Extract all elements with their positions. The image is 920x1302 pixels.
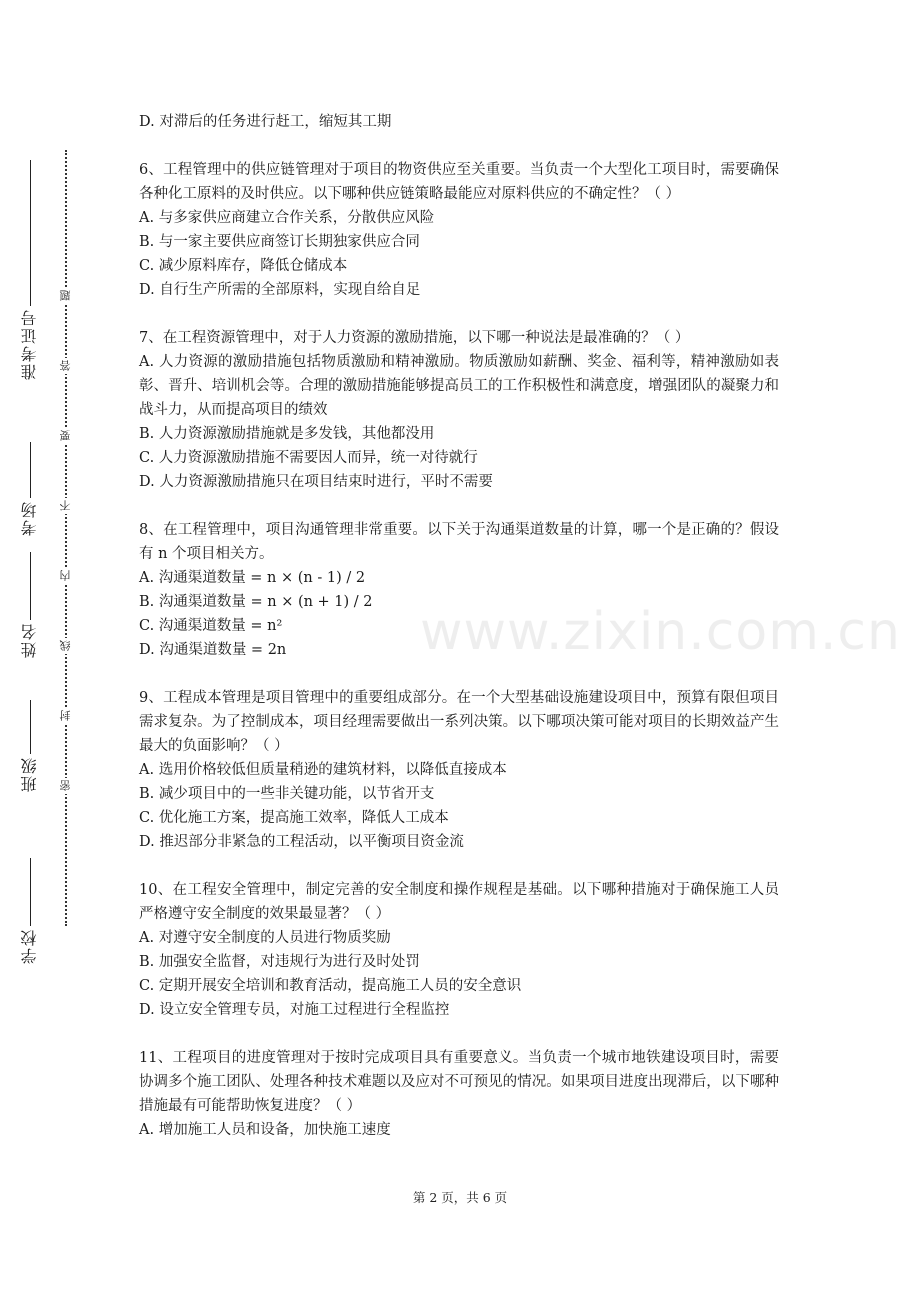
option: C. 减少原料库存，降低仓储成本 [139,258,348,274]
seal-char: 不 [58,498,74,514]
question-6 [139,158,779,302]
seal-char: 密 [58,778,74,794]
question-content [139,110,779,1166]
option: A. 增加施工人员和设备，加快施工速度 [139,1122,391,1138]
exam-id-label: 准考证号 [20,308,39,380]
student-name-field [18,552,42,658]
exam-id-field [18,160,42,380]
school-field [18,858,42,964]
option: A. 与多家供应商建立合作关系，分散供应风险 [139,210,435,226]
option: B. 沟通渠道数量 = n × (n + 1) / 2 [139,594,373,610]
question-stem: 11、工程项目的进度管理对于按时完成项目具有重要意义。当负责一个城市地铁建设项目时，需要协调多个施工团队、处理各种技术难题以及应对不可预见的情况。如果项目进度出现滞后，以下哪种措施最有可能帮助恢复进度？（ ） [139,1050,779,1114]
option: D. 对滞后的任务进行赶工，缩短其工期 [139,114,392,130]
seal-char: 线 [58,638,74,654]
question-8 [139,518,779,662]
option: B. 减少项目中的一些非关键功能，以节省开支 [139,786,435,802]
option: B. 人力资源激励措施就是多发钱，其他都没用 [139,426,435,442]
student-name-blank [30,552,31,620]
option: C. 沟通渠道数量 = n² [139,618,283,634]
question-10 [139,878,779,1022]
exam-room-blank [30,442,31,498]
option: D. 设立安全管理专员，对施工过程进行全程监控 [139,1002,450,1018]
seal-char: 封 [58,708,74,724]
question-stem: 6、工程管理中的供应链管理对于项目的物资供应至关重要。当负责一个大型化工项目时，需要确保各种化工原料的及时供应。以下哪种供应链策略最能应对原料供应的不确定性？（ ） [139,162,779,202]
option: D. 人力资源激励措施只在项目结束时进行，平时不需要 [139,474,493,490]
class-label: 班级 [20,756,39,792]
exam-room-label: 考场 [20,500,39,536]
option: A. 对遵守安全制度的人员进行物质奖励 [139,930,391,946]
school-label: 学校 [20,928,39,964]
question-11 [139,1046,779,1142]
option: D. 推迟部分非紧急的工程活动，以平衡项目资金流 [139,834,464,850]
option: D. 沟通渠道数量 = 2n [139,642,287,658]
exam-room-field [18,442,42,536]
seal-dotted-line [65,150,67,926]
class-blank [30,700,31,754]
option: D. 自行生产所需的全部原料，实现自给自足 [139,282,421,298]
option: B. 加强安全监督，对违规行为进行及时处罚 [139,954,420,970]
question-9 [139,686,779,854]
option: A. 选用价格较低但质量稍逊的建筑材料，以降低直接成本 [139,762,507,778]
page-number: 第 2 页，共 6 页 [412,1190,508,1205]
question-5-tail [139,110,779,134]
school-blank [30,858,31,926]
question-stem: 10、在工程安全管理中，制定完善的安全制度和操作规程是基础。以下哪种措施对于确保施工人员严格遵守安全制度的效果最显著？（ ） [139,882,779,922]
seal-char: 内 [58,568,74,584]
binding-margin [0,0,110,1302]
option: A. 人力资源的激励措施包括物质激励和精神激励。物质激励如薪酬、奖金、福利等，精神激励如表彰、晋升、培训机会等。合理的激励措施能够提高员工的工作积极性和满意度，增强团队的凝聚力和战斗力，从而提高项目的绩效 [139,354,779,418]
class-field [18,700,42,792]
question-stem: 8、在工程管理中，项目沟通管理非常重要。以下关于沟通渠道数量的计算，哪一个是正确的？假设有 n 个项目相关方。 [139,522,779,562]
option: C. 人力资源激励措施不需要因人而异，统一对待就行 [139,450,478,466]
student-name-label: 姓名 [20,622,39,658]
seal-char: 题 [58,288,74,304]
exam-id-blank [30,160,31,306]
option: B. 与一家主要供应商签订长期独家供应合同 [139,234,420,250]
option: C. 定期开展安全培训和教育活动，提高施工人员的安全意识 [139,978,522,994]
question-stem: 7、在工程资源管理中，对于人力资源的激励措施，以下哪一种说法是最准确的？（ ） [139,330,690,346]
option: A. 沟通渠道数量 = n × (n - 1) / 2 [139,570,366,586]
question-stem: 9、工程成本管理是项目管理中的重要组成部分。在一个大型基础设施建设项目中，预算有限但项目需求复杂。为了控制成本，项目经理需要做出一系列决策。以下哪项决策可能对项目的长期效益产生最大的负面影响？（ ） [139,690,779,754]
seal-char: 答 [58,358,74,374]
watermark: www.zixin.com.cn [420,602,901,662]
question-7 [139,326,779,494]
seal-char: 要 [58,428,74,444]
option: C. 优化施工方案，提高施工效率，降低人工成本 [139,810,449,826]
